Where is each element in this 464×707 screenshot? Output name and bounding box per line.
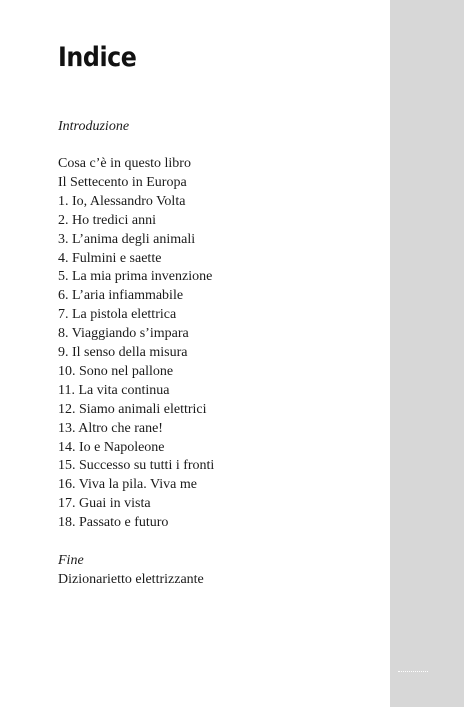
- toc-entry: [58, 173, 412, 192]
- toc-entry-label: 4. Fulmini e saette: [58, 250, 162, 266]
- toc-entry: [58, 438, 412, 457]
- toc-entry: [58, 343, 412, 362]
- toc-entry: [58, 551, 412, 570]
- page-title: Indice: [58, 42, 137, 73]
- toc-entry: [58, 456, 412, 475]
- toc-entry: [58, 230, 412, 249]
- toc-entry-label: 15. Successo su tutti i fronti: [58, 458, 215, 474]
- toc-entry-label: 12. Siamo animali elettrici: [58, 401, 207, 417]
- toc-entry: [58, 570, 412, 589]
- toc-entry-label: 10. Sono nel pallone: [58, 363, 174, 379]
- toc-entry-label: Fine: [58, 553, 84, 568]
- toc-entry: [58, 267, 412, 286]
- toc-entry: [58, 305, 412, 324]
- toc-entry: [58, 362, 412, 381]
- toc-entry-label: 6. L’aria infiammabile: [58, 288, 184, 304]
- toc-entry-label: Dizionarietto elettrizzante: [58, 571, 204, 587]
- toc-entry: [58, 154, 412, 173]
- toc-entry-label: 18. Passato e futuro: [58, 515, 169, 531]
- toc-entry: [58, 211, 412, 230]
- decorative-dots: [398, 671, 428, 674]
- toc-entry-label: 2. Ho tredici anni: [58, 212, 156, 228]
- toc-entry: [58, 117, 412, 136]
- toc-entry-label: 5. La mia prima invenzione: [58, 269, 213, 285]
- toc-entry-label: Il Settecento in Europa: [58, 174, 187, 190]
- toc-entry-label: 11. La vita continua: [58, 382, 170, 398]
- toc-entry-label: 13. Altro che rane!: [58, 420, 163, 436]
- page-edge-strip: [390, 0, 464, 707]
- toc-entry: [58, 475, 412, 494]
- toc-entry: [58, 381, 412, 400]
- toc-entry: [58, 324, 412, 343]
- toc-entry: [58, 494, 412, 513]
- toc-entry: [58, 400, 412, 419]
- toc-entry-label: 7. La pistola elettrica: [58, 307, 177, 323]
- toc-entry-label: Introduzione: [58, 119, 130, 134]
- toc-entry-label: 8. Viaggiando s’impara: [58, 326, 189, 342]
- toc-entry-label: 16. Viva la pila. Viva me: [58, 477, 197, 493]
- toc-entry-label: 3. L’anima degli animali: [58, 231, 196, 247]
- toc-entry-label: 9. Il senso della misura: [58, 345, 188, 360]
- toc-entry: [58, 192, 412, 211]
- toc-entry: [58, 286, 412, 305]
- toc-entry-label: 17. Guai in vista: [58, 496, 151, 512]
- toc-entry-label: 14. Io e Napoleone: [58, 439, 165, 455]
- toc-entry-label: 1. Io, Alessandro Volta: [58, 193, 186, 209]
- toc-entry-label: Cosa c’è in questo libro: [58, 156, 191, 171]
- toc-entry: [58, 513, 412, 532]
- toc-entry: [58, 419, 412, 438]
- toc-entry: [58, 249, 412, 268]
